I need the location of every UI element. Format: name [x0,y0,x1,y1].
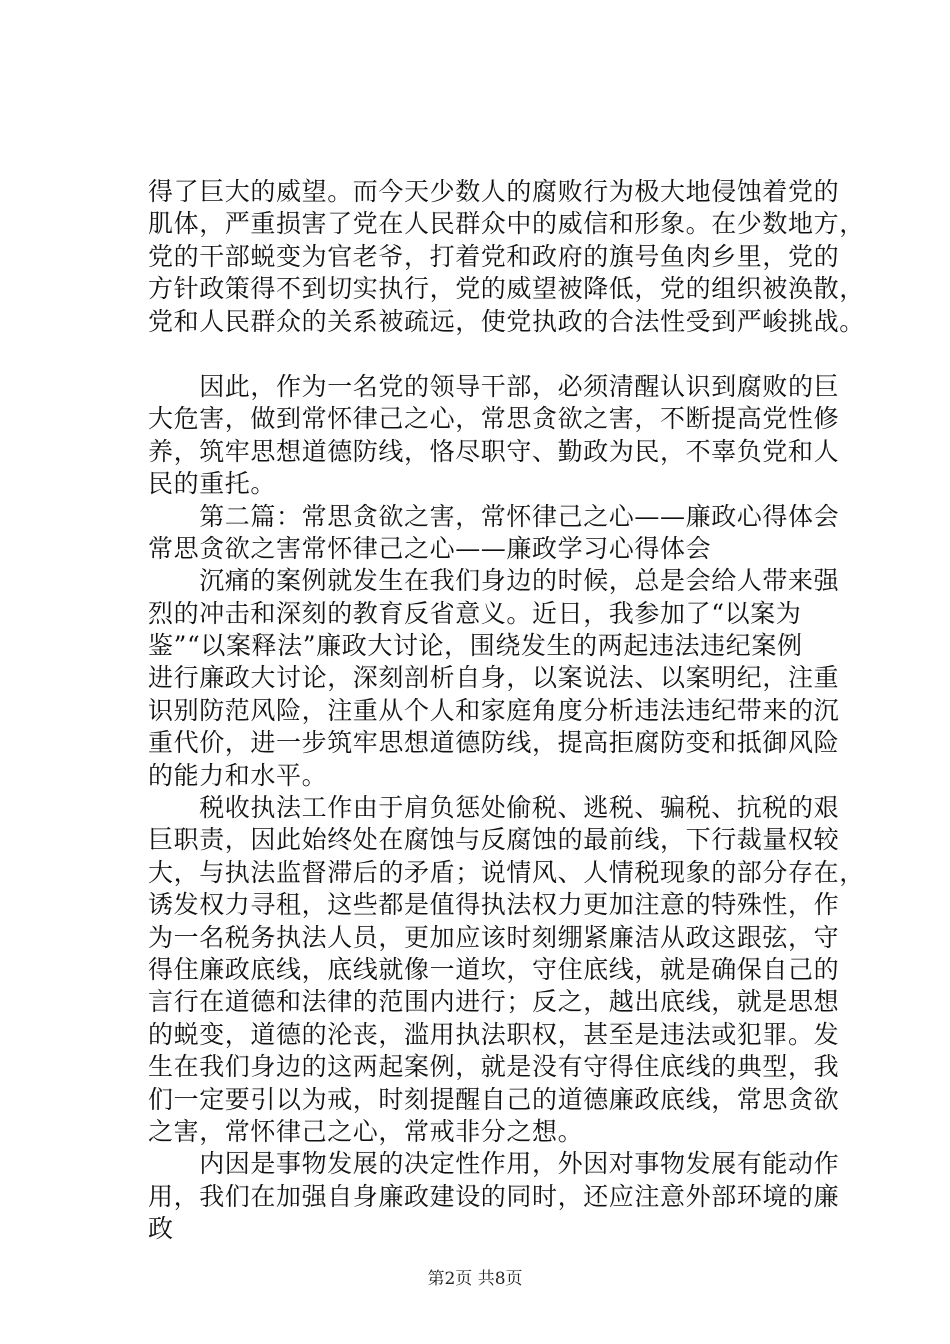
text-line: 因此，作为一名党的领导干部，必须清醒认识到腐败的巨 [148,371,840,401]
text-line: 党和人民群众的关系被疏远，使党执政的合法性受到严峻挑战。 [148,306,865,336]
blank-line [148,338,838,371]
text-line: 大危害，做到常怀律己之心，常思贪欲之害，不断提高党性修 [148,404,840,434]
text-line: 诱发权力寻租，这些都是值得执法权力更加注意的特殊性，作 [148,890,840,920]
text-line: 重代价，进一步筑牢思想道德防线，提高拒腐防变和抵御风险 [148,728,840,758]
section-subtitle-line: 常思贪欲之害常怀律己之心——廉政学习心得体会 [148,533,712,563]
text-line: 言行在道德和法律的范围内进行；反之，越出底线，就是思想 [148,987,840,1017]
text-line: 内因是事物发展的决定性作用，外因对事物发展有能动作 [148,1149,840,1179]
text-line: 得了巨大的威望。而今天少数人的腐败行为极大地侵蚀着党的 [148,177,840,206]
text-line: 方针政策得不到切实执行，党的威望被降低，党的组织被涣散， [148,274,865,304]
text-line: 得住廉政底线，底线就像一道坎，守住底线，就是确保自己的 [148,954,840,984]
text-line: 们一定要引以为戒，时刻提醒自己的道德廉政底线，常思贪欲 [148,1084,840,1114]
text-line: 识别防范风险，注重从个人和家庭角度分析违法违纪带来的沉 [148,695,840,725]
text-line: 沉痛的案例就发生在我们身边的时候，总是会给人带来强 [148,566,840,596]
text-line: 税收执法工作由于肩负惩处偷税、逃税、骗税、抗税的艰 [148,793,840,823]
text-line: 养，筑牢思想道德防线，恪尽职守、勤政为民，不辜负党和人 [148,436,840,466]
text-line: 巨职责，因此始终处在腐蚀与反腐蚀的最前线，下行裁量权较 [148,825,840,855]
document-body [148,176,865,1246]
text-line: 肌体，严重损害了党在人民群众中的威信和形象。在少数地方， [148,209,865,239]
text-line: 鉴”“以案释法”廉政大讨论，围绕发生的两起违法违纪案例 [148,631,803,661]
text-line: 之害，常怀律己之心，常戒非分之想。 [148,1116,584,1146]
text-line: 民的重托。 [148,469,277,499]
page-number-footer: 第2页 共8页 [427,1269,523,1289]
text-line: 的蜕变，道德的沦丧，滥用执法职权，甚至是违法或犯罪。发 [148,1019,840,1049]
text-line: 政 [148,1214,174,1244]
text-line: 的能力和水平。 [148,760,328,790]
section-heading-line: 第二篇：常思贪欲之害，常怀律己之心——廉政心得体会 [148,501,840,531]
text-line: 生在我们身边的这两起案例，就是没有守得住底线的典型，我 [148,1052,840,1082]
text-line: 用，我们在加强自身廉政建设的同时，还应注意外部环境的廉 [148,1181,840,1211]
text-line: 党的干部蜕变为官老爷，打着党和政府的旗号鱼肉乡里，党的 [148,241,840,271]
text-line: 进行廉政大讨论，深刻剖析自身，以案说法、以案明纪，注重 [148,663,840,693]
text-line: 大，与执法监督滞后的矛盾；说情风、人情税现象的部分存在， [148,857,865,887]
text-line: 为一名税务执法人员，更加应该时刻绷紧廉洁从政这跟弦，守 [148,922,840,952]
text-line: 烈的冲击和深刻的教育反省意义。近日，我参加了“以案为 [148,598,802,628]
